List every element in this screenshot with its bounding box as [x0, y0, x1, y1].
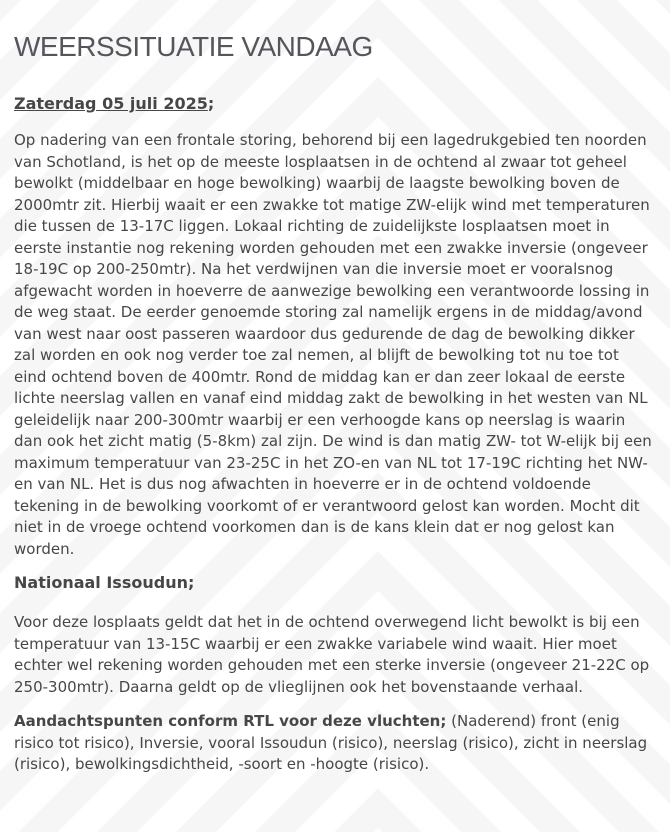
- forecast-paragraph: Op nadering van een frontale storing, behorend bij een lagedrukgebied ten noorden van Schotland, is het op de meeste losplaatsen in de ochtend al zwaar tot geheel bewolkt (middelbaar en hoge bewolking) waarbij de laagste bewolking boven de 2000mtr zit. Hierbij waait er een zwakke tot matige ZW-elijk wind met temperaturen die tussen de 13-17C liggen. Lokaal richting de zuidelijkste losplaatsen moet in eerste instantie nog rekening worden gehouden met een zwakke inversie (ongeveer 18-19C op 200-250mtr). Na het verdwijnen van die inversie moet er vooralsnog afgewacht worden in hoeverre de aanwezige bewolking een verantwoorde lossing in de weg staat. De eerder genoemde storing zal namelijk ergens in de middag/avond van west naar oost passeren waardoor dus gedurende de dag de bewolking dikker zal worden en ook nog verder toe zal nemen, al blijft de bewolking tot nu toe tot eind ochtend boven de 400mtr. Rond de middag kan er dan zeer lokaal de eerste lichte neerslag vallen en vanaf eind middag zakt de bewolking in het westen van NL geleidelijk naar 200-300mtr waarbij er een verhoogde kans op neerslag is waarin dan ook het zicht matig (5-8km) zal zijn. De wind is dan matig ZW- tot W-elijk bij een maximum temperatuur van 23-25C in het ZO-en van NL tot 17-19C richting het NW-en van NL. Het is dus nog afwachten in hoeverre er in de ochtend voldoende tekening in de bewolking voorkomt of er verantwoord gelost kan worden. Mocht dit niet in de vroege ochtend voorkomen dan is de kans klein dat er nog gelost kan worden.: [14, 131, 652, 558]
- attention-paragraph: [14, 711, 654, 776]
- date-heading-suffix: ;: [207, 94, 215, 113]
- issoudun-heading: Nationaal Issoudun;: [14, 573, 195, 592]
- page-title: WEERSSITUATIE VANDAAG: [14, 31, 373, 62]
- attention-details: (Naderend) front (enig risico tot risico), Inversie, vooral Issoudun (risico), neerslag (risico), zicht in neerslag (risico), bewolkingsdichtheid, -soort en -hoogte (risico).: [14, 712, 648, 773]
- attention-heading: Aandachtspunten conform RTL voor deze vluchten;: [14, 712, 447, 730]
- date-heading: [14, 94, 654, 113]
- date-heading-text: Zaterdag 05 juli 2025: [14, 94, 208, 113]
- issoudun-paragraph: Voor deze losplaats geldt dat het in de ochtend overwegend licht bewolkt is bij een temperatuur van 13-15C waarbij er een zwakke variabele wind waait. Hier moet echter wel rekening worden gehouden met een sterke inversie (ongeveer 21-22C op 250-300mtr). Daarna geldt op de vlieglijnen ook het bovenstaande verhaal.: [14, 613, 650, 696]
